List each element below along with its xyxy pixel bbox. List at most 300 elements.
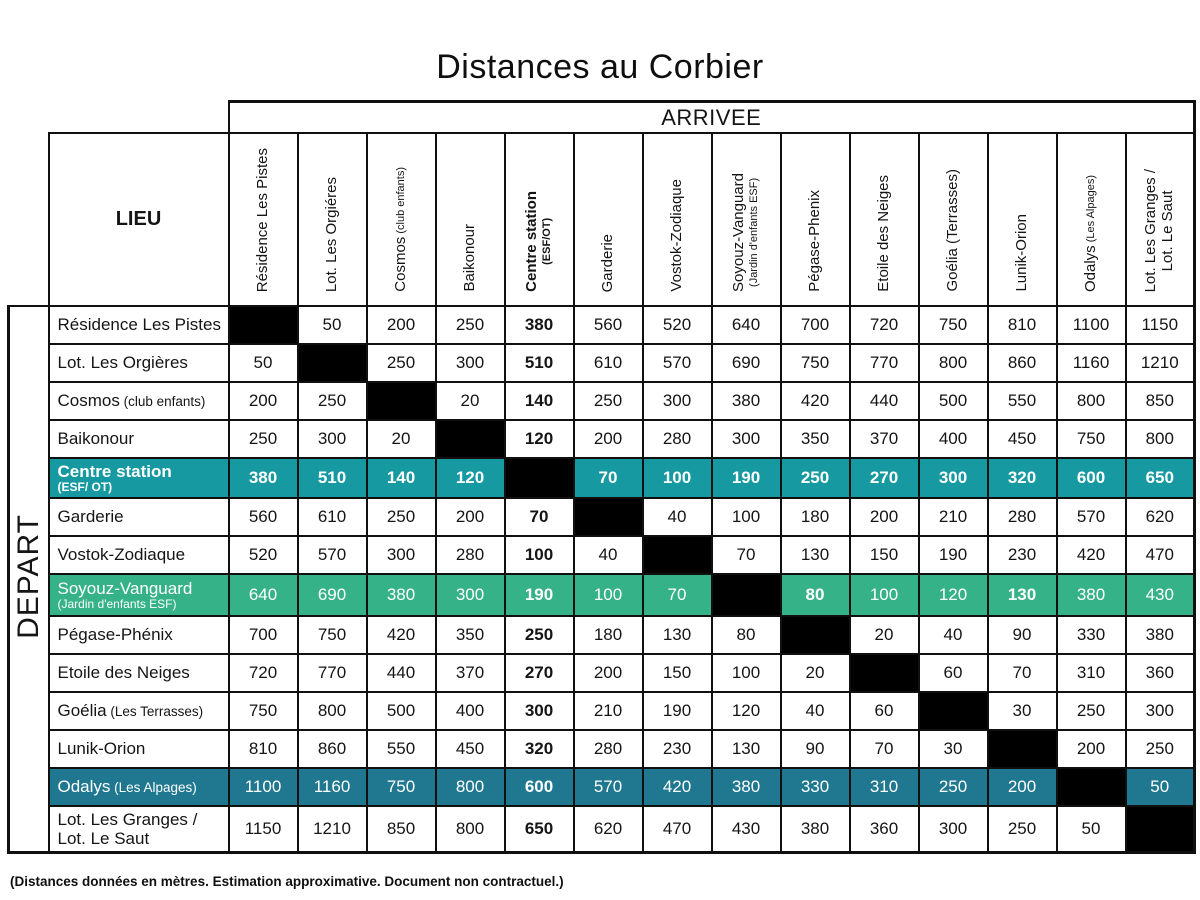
distance-cell: 650 — [505, 806, 574, 852]
column-header-main — [1083, 175, 1100, 292]
distance-cell: 20 — [781, 654, 850, 692]
column-header-main — [324, 177, 341, 292]
distance-cell: 200 — [988, 768, 1057, 806]
column-header-main — [462, 224, 479, 292]
table-row — [9, 692, 1195, 730]
distance-cell: 850 — [1126, 382, 1195, 420]
distance-cell: 200 — [1057, 730, 1126, 768]
row-label — [49, 730, 229, 768]
distance-cell: 860 — [988, 344, 1057, 382]
distance-cell: 250 — [229, 420, 298, 458]
row-label-main: Lunik-Orion — [57, 739, 146, 759]
distance-cell: 800 — [1126, 420, 1195, 458]
distance-cell: 310 — [1057, 654, 1126, 692]
distance-cell: 100 — [850, 574, 919, 616]
distance-cell: 90 — [781, 730, 850, 768]
distance-cell: 280 — [643, 420, 712, 458]
distance-cell: 100 — [712, 654, 781, 692]
row-label — [49, 692, 229, 730]
distance-cell: 560 — [574, 306, 643, 344]
row-label — [49, 806, 229, 852]
distance-cell: 180 — [781, 498, 850, 536]
row-label-inline-sub: (Les Alpages) — [110, 780, 197, 796]
distance-cell: 420 — [1057, 536, 1126, 574]
distance-cell: 380 — [229, 458, 298, 498]
column-header-row — [9, 133, 1195, 306]
column-header-sub: (ESF/OT) — [541, 218, 554, 266]
table-row — [9, 616, 1195, 654]
distance-cell: 130 — [643, 616, 712, 654]
distance-cell: 620 — [574, 806, 643, 852]
row-label-sub: (ESF/ OT) — [57, 479, 113, 494]
column-header-label: Goélia (Terrasses) — [943, 169, 961, 292]
diagonal-cell — [298, 344, 367, 382]
distance-cell: 380 — [1057, 574, 1126, 616]
diagonal-cell — [367, 382, 436, 420]
distance-cell: 280 — [988, 498, 1057, 536]
column-header-main — [807, 190, 824, 292]
distance-cell: 520 — [643, 306, 712, 344]
row-label-main: Résidence Les Pistes — [57, 315, 221, 335]
table-row — [9, 536, 1195, 574]
distance-cell: 620 — [1126, 498, 1195, 536]
distance-cell: 380 — [712, 382, 781, 420]
distance-cell: 800 — [436, 806, 505, 852]
column-header-text — [462, 224, 479, 292]
distance-cell: 800 — [436, 768, 505, 806]
table-row — [9, 306, 1195, 344]
column-header-label: Lunik-Orion — [1012, 214, 1030, 292]
distance-cell: 350 — [781, 420, 850, 458]
row-label-sub: Lot. Le Saut — [57, 828, 150, 848]
distance-cell: 300 — [919, 806, 988, 852]
distance-cell: 380 — [712, 768, 781, 806]
row-label — [49, 382, 229, 420]
distance-cell: 400 — [919, 420, 988, 458]
column-header-main — [393, 167, 410, 292]
distance-cell: 600 — [505, 768, 574, 806]
distance-cell: 1210 — [1126, 344, 1195, 382]
diagonal-cell — [919, 692, 988, 730]
distance-cell: 80 — [781, 574, 850, 616]
column-header-text — [807, 190, 824, 292]
row-label-main: Pégase-Phénix — [57, 625, 173, 645]
distance-cell: 50 — [229, 344, 298, 382]
distance-cell: 120 — [919, 574, 988, 616]
distance-cell: 770 — [850, 344, 919, 382]
row-label-sub: (Jardin d'enfants ESF) — [57, 596, 177, 611]
column-header-main — [731, 173, 748, 292]
distance-cell: 300 — [298, 420, 367, 458]
diagonal-cell — [781, 616, 850, 654]
column-header — [919, 133, 988, 306]
distance-cell: 120 — [712, 692, 781, 730]
distance-cell: 560 — [229, 498, 298, 536]
column-header-inline-sub: (club enfants) — [394, 167, 407, 237]
column-header-text — [669, 179, 686, 292]
distance-cell: 860 — [298, 730, 367, 768]
distance-cell: 30 — [919, 730, 988, 768]
distance-cell: 130 — [781, 536, 850, 574]
distance-cell: 120 — [505, 420, 574, 458]
row-label — [49, 616, 229, 654]
distance-cell: 200 — [229, 382, 298, 420]
row-label — [49, 306, 229, 344]
distance-cell: 100 — [712, 498, 781, 536]
distance-cell: 750 — [919, 306, 988, 344]
column-header-text — [1014, 214, 1031, 292]
distance-cell: 420 — [643, 768, 712, 806]
diagonal-cell — [229, 306, 298, 344]
diagonal-cell — [1126, 806, 1195, 852]
column-header — [781, 133, 850, 306]
distance-cell: 770 — [298, 654, 367, 692]
row-label-main: Centre station — [57, 461, 172, 481]
distance-cell: 810 — [988, 306, 1057, 344]
distance-cell: 510 — [298, 458, 367, 498]
table-row — [9, 382, 1195, 420]
diagonal-cell — [712, 574, 781, 616]
distance-cell: 470 — [1126, 536, 1195, 574]
column-header-text — [324, 177, 341, 292]
distance-cell: 270 — [505, 654, 574, 692]
distance-cell: 200 — [850, 498, 919, 536]
row-label — [49, 768, 229, 806]
distance-cell: 1100 — [229, 768, 298, 806]
distance-cell: 320 — [505, 730, 574, 768]
diagonal-cell — [850, 654, 919, 692]
distance-cell: 250 — [298, 382, 367, 420]
distance-cell: 250 — [1057, 692, 1126, 730]
distance-cell: 500 — [367, 692, 436, 730]
column-header — [505, 133, 574, 306]
row-label-main: Etoile des Neiges — [57, 663, 190, 683]
distance-cell: 200 — [436, 498, 505, 536]
diagonal-cell — [643, 536, 712, 574]
column-header — [1057, 133, 1126, 306]
column-header-main — [876, 175, 893, 292]
column-header — [298, 133, 367, 306]
row-label-inline-sub: (club enfants) — [119, 394, 206, 410]
row-label-main: Lot. Les Granges / — [57, 809, 198, 829]
distance-cell: 100 — [643, 458, 712, 498]
distance-cell: 70 — [988, 654, 1057, 692]
column-header — [1126, 133, 1195, 306]
distance-cell: 380 — [781, 806, 850, 852]
row-label — [49, 574, 229, 616]
distance-cell: 280 — [574, 730, 643, 768]
distance-cell: 570 — [643, 344, 712, 382]
distance-cell: 300 — [367, 536, 436, 574]
table-row — [9, 654, 1195, 692]
distance-cell: 380 — [367, 574, 436, 616]
row-label — [49, 458, 229, 498]
column-header-main — [1014, 214, 1031, 292]
column-header-text — [731, 173, 760, 292]
distance-cell: 70 — [712, 536, 781, 574]
distance-cell: 430 — [712, 806, 781, 852]
distance-cell: 570 — [1057, 498, 1126, 536]
distance-cell: 70 — [850, 730, 919, 768]
column-header-main — [945, 169, 962, 292]
distance-cell: 300 — [643, 382, 712, 420]
column-header — [643, 133, 712, 306]
distance-cell: 250 — [436, 306, 505, 344]
row-label — [49, 420, 229, 458]
distance-cell: 400 — [436, 692, 505, 730]
distance-cell: 600 — [1057, 458, 1126, 498]
distance-cell: 230 — [643, 730, 712, 768]
distance-cell: 80 — [712, 616, 781, 654]
distance-cell: 250 — [505, 616, 574, 654]
diagonal-cell — [436, 420, 505, 458]
distance-cell: 130 — [988, 574, 1057, 616]
distance-cell: 40 — [781, 692, 850, 730]
distance-cell: 300 — [505, 692, 574, 730]
column-header-label: Lot. Les Orgiéres — [322, 176, 340, 292]
column-header-label: Etoile des Neiges — [874, 175, 892, 292]
distance-cell: 330 — [781, 768, 850, 806]
row-label-main: Baikonour — [57, 429, 135, 449]
distance-cell: 720 — [850, 306, 919, 344]
distance-cell: 700 — [781, 306, 850, 344]
page-title: Distances au Corbier — [436, 48, 764, 86]
distance-cell: 100 — [574, 574, 643, 616]
distance-cell: 190 — [919, 536, 988, 574]
distance-cell: 510 — [505, 344, 574, 382]
row-label — [49, 344, 229, 382]
footer-note: (Distances données en mètres. Estimation approximative. Document non contractuel.) — [10, 874, 564, 889]
distance-cell: 640 — [229, 574, 298, 616]
column-header-sub: (Jardin d'enfants ESF) — [748, 177, 761, 288]
distance-cell: 50 — [1057, 806, 1126, 852]
distance-cell: 90 — [988, 616, 1057, 654]
column-header-label: Résidence Les Pistes — [253, 147, 271, 292]
distance-cell: 1150 — [1126, 306, 1195, 344]
distance-cell: 1150 — [229, 806, 298, 852]
distance-cell: 690 — [712, 344, 781, 382]
distance-cell: 20 — [436, 382, 505, 420]
column-header-label: Soyouz-Vanguard — [730, 173, 748, 292]
distance-cell: 320 — [988, 458, 1057, 498]
distance-cell: 700 — [229, 616, 298, 654]
column-header-text — [600, 234, 617, 292]
distance-cell: 250 — [1126, 730, 1195, 768]
diagonal-cell — [505, 458, 574, 498]
column-header — [574, 133, 643, 306]
distance-cell: 140 — [367, 458, 436, 498]
table-row — [9, 458, 1195, 498]
column-header-inline-sub: (Les Alpages) — [1084, 174, 1097, 246]
distance-cell: 810 — [229, 730, 298, 768]
row-label — [49, 536, 229, 574]
column-header — [367, 133, 436, 306]
distance-cell: 270 — [850, 458, 919, 498]
distance-cell: 100 — [505, 536, 574, 574]
column-header-label: Cosmos — [391, 236, 409, 292]
distance-cell: 250 — [781, 458, 850, 498]
distance-cell: 610 — [574, 344, 643, 382]
column-header-sub: Lot. Le Saut — [1158, 189, 1176, 271]
column-header-text — [945, 169, 962, 292]
distance-cell: 420 — [367, 616, 436, 654]
distance-cell: 350 — [436, 616, 505, 654]
distance-cell: 750 — [367, 768, 436, 806]
distance-cell: 200 — [367, 306, 436, 344]
distance-cell: 70 — [643, 574, 712, 616]
distance-matrix-table — [7, 100, 1196, 854]
distance-cell: 750 — [298, 616, 367, 654]
distance-cell: 370 — [436, 654, 505, 692]
top-left-spacer — [9, 102, 229, 134]
distance-cell: 300 — [436, 344, 505, 382]
row-label — [49, 498, 229, 536]
distance-cell: 40 — [574, 536, 643, 574]
column-header — [436, 133, 505, 306]
table-row — [9, 574, 1195, 616]
column-header-main — [1143, 169, 1160, 292]
column-header — [712, 133, 781, 306]
distance-cell: 750 — [1057, 420, 1126, 458]
distance-cell: 500 — [919, 382, 988, 420]
diagonal-cell — [1057, 768, 1126, 806]
distance-cell: 200 — [574, 420, 643, 458]
column-header — [229, 133, 298, 306]
distance-cell: 140 — [505, 382, 574, 420]
distance-cell: 640 — [712, 306, 781, 344]
column-header-main — [255, 148, 272, 292]
distance-cell: 380 — [505, 306, 574, 344]
distance-cell: 370 — [850, 420, 919, 458]
row-label-main: Odalys — [57, 777, 111, 797]
diagonal-cell — [988, 730, 1057, 768]
distance-cell: 610 — [298, 498, 367, 536]
distance-cell: 800 — [1057, 382, 1126, 420]
distance-cell: 190 — [643, 692, 712, 730]
distance-cell: 130 — [712, 730, 781, 768]
distance-cell: 440 — [367, 654, 436, 692]
distance-cell: 750 — [229, 692, 298, 730]
arrivee-header: ARRIVEE — [229, 102, 1195, 134]
distance-cell: 420 — [781, 382, 850, 420]
distance-cell: 300 — [1126, 692, 1195, 730]
distance-matrix — [7, 100, 1196, 854]
table-row — [9, 498, 1195, 536]
distance-cell: 300 — [436, 574, 505, 616]
column-header — [988, 133, 1057, 306]
distance-cell: 180 — [574, 616, 643, 654]
column-header-label: Centre station — [523, 191, 541, 292]
distance-cell: 360 — [1126, 654, 1195, 692]
lieu-corner-label: LIEU — [49, 133, 229, 306]
distance-cell: 230 — [988, 536, 1057, 574]
distance-cell: 50 — [1126, 768, 1195, 806]
distance-cell: 210 — [919, 498, 988, 536]
diagonal-cell — [574, 498, 643, 536]
distance-cell: 720 — [229, 654, 298, 692]
distance-cell: 570 — [574, 768, 643, 806]
column-header-text — [524, 191, 553, 292]
distance-cell: 650 — [1126, 458, 1195, 498]
distance-cell: 850 — [367, 806, 436, 852]
distance-cell: 380 — [1126, 616, 1195, 654]
distance-cell: 70 — [505, 498, 574, 536]
distance-cell: 250 — [574, 382, 643, 420]
column-header-text — [1083, 175, 1100, 292]
distance-cell: 30 — [988, 692, 1057, 730]
column-header-text — [255, 148, 272, 292]
distance-cell: 1160 — [1057, 344, 1126, 382]
distance-cell: 20 — [367, 420, 436, 458]
distance-cell: 330 — [1057, 616, 1126, 654]
column-header-main — [600, 234, 617, 292]
distance-cell: 800 — [298, 692, 367, 730]
distance-cell: 750 — [781, 344, 850, 382]
row-label-main: Goélia — [57, 701, 107, 721]
column-header-main — [524, 191, 541, 292]
distance-cell: 570 — [298, 536, 367, 574]
row-label-main: Garderie — [57, 507, 124, 527]
distance-cell: 360 — [850, 806, 919, 852]
distance-cell: 250 — [367, 498, 436, 536]
distance-cell: 1100 — [1057, 306, 1126, 344]
distance-cell: 70 — [574, 458, 643, 498]
distance-cell: 470 — [643, 806, 712, 852]
column-header-label: Odalys — [1081, 245, 1099, 292]
column-header-label: Pégase-Phenix — [805, 190, 823, 292]
distance-cell: 20 — [850, 616, 919, 654]
column-header-label: Baikonour — [460, 224, 478, 292]
depart-label — [9, 306, 49, 852]
distance-cell: 200 — [574, 654, 643, 692]
table-row — [9, 420, 1195, 458]
distance-cell: 800 — [919, 344, 988, 382]
distance-cell: 1160 — [298, 768, 367, 806]
row-label-main: Cosmos — [57, 391, 120, 411]
distance-cell: 440 — [850, 382, 919, 420]
column-header-text — [1143, 169, 1177, 292]
distance-cell: 450 — [436, 730, 505, 768]
row-label-inline-sub: (Les Terrasses) — [106, 704, 204, 720]
depart-label-text: DEPART — [11, 513, 45, 639]
distance-cell: 40 — [919, 616, 988, 654]
distance-cell: 280 — [436, 536, 505, 574]
column-header — [850, 133, 919, 306]
distance-cell: 550 — [367, 730, 436, 768]
distance-cell: 190 — [712, 458, 781, 498]
distance-cell: 550 — [988, 382, 1057, 420]
distance-cell: 150 — [850, 536, 919, 574]
arrivee-row — [9, 102, 1195, 134]
column-header-label: Garderie — [598, 233, 616, 292]
distance-cell: 60 — [850, 692, 919, 730]
table-row — [9, 730, 1195, 768]
distance-cell: 150 — [643, 654, 712, 692]
distance-cell: 250 — [988, 806, 1057, 852]
distance-cell: 250 — [919, 768, 988, 806]
distance-cell: 190 — [505, 574, 574, 616]
column-header-label: Vostok-Zodiaque — [667, 179, 685, 292]
distance-cell: 300 — [712, 420, 781, 458]
table-row — [9, 768, 1195, 806]
table-row — [9, 344, 1195, 382]
distance-cell: 690 — [298, 574, 367, 616]
distance-cell: 520 — [229, 536, 298, 574]
distance-cell: 250 — [367, 344, 436, 382]
distance-cell: 60 — [919, 654, 988, 692]
distance-cell: 310 — [850, 768, 919, 806]
column-header-text — [393, 167, 410, 292]
